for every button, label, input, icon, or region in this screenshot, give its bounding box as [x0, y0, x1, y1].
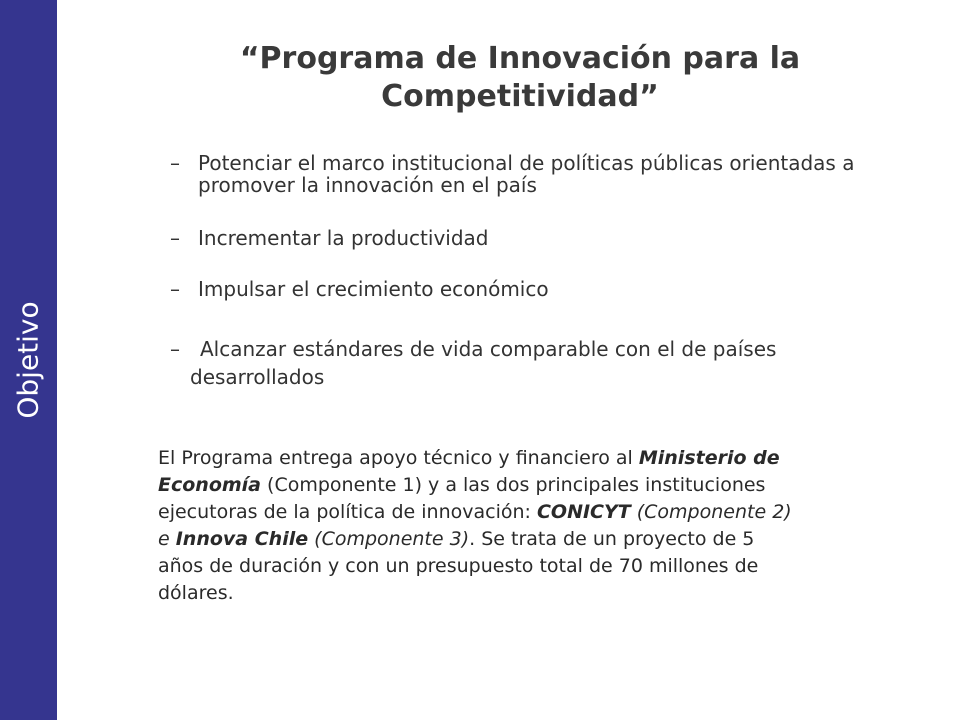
bullet-text: Alcanzar estándares de vida comparable con el de países: [200, 337, 777, 361]
description-paragraph: [158, 445, 798, 607]
bullet-item: [170, 227, 890, 249]
bullet-dash: –: [170, 337, 180, 361]
bullet-text: Impulsar el crecimiento económico: [198, 277, 549, 301]
slide-title: “Programa de Innovación para la Competitividad”: [239, 41, 801, 114]
bullet-item: [170, 278, 890, 300]
bullet-item: [170, 152, 890, 196]
innova-chile-name: Innova Chile: [175, 528, 309, 550]
component-2-label: (Componente 2): [630, 501, 792, 523]
paragraph-text: El Programa entrega apoyo técnico y financiero al: [158, 447, 639, 469]
bullet-dash: –: [170, 151, 180, 175]
ministerio-name: Ministerio de Economía: [158, 447, 780, 496]
paragraph-text: . Se trata de un proyecto de 5 años de duración y con un presupuesto total de 70 millones de dólares.: [158, 528, 759, 604]
bullet-text: Incrementar la productividad: [198, 226, 489, 250]
paragraph-text: (Componente 1) y a las dos principales instituciones ejecutoras de la política de innovación:: [158, 474, 766, 523]
bullet-dash: –: [170, 226, 180, 250]
bullet-text: Potenciar el marco institucional de políticas públicas orientadas a promover la innovación en el país: [198, 151, 855, 197]
conicyt-name: CONICYT: [536, 501, 631, 523]
sidebar-band: [0, 0, 57, 720]
component-3-label: (Componente 3): [308, 528, 470, 550]
bullet-text-continuation: desarrollados: [190, 365, 325, 389]
sidebar-label: Objetivo: [11, 301, 45, 419]
paragraph-text: e: [158, 528, 176, 550]
bullet-dash: –: [170, 277, 180, 301]
bullet-item: [170, 335, 890, 391]
